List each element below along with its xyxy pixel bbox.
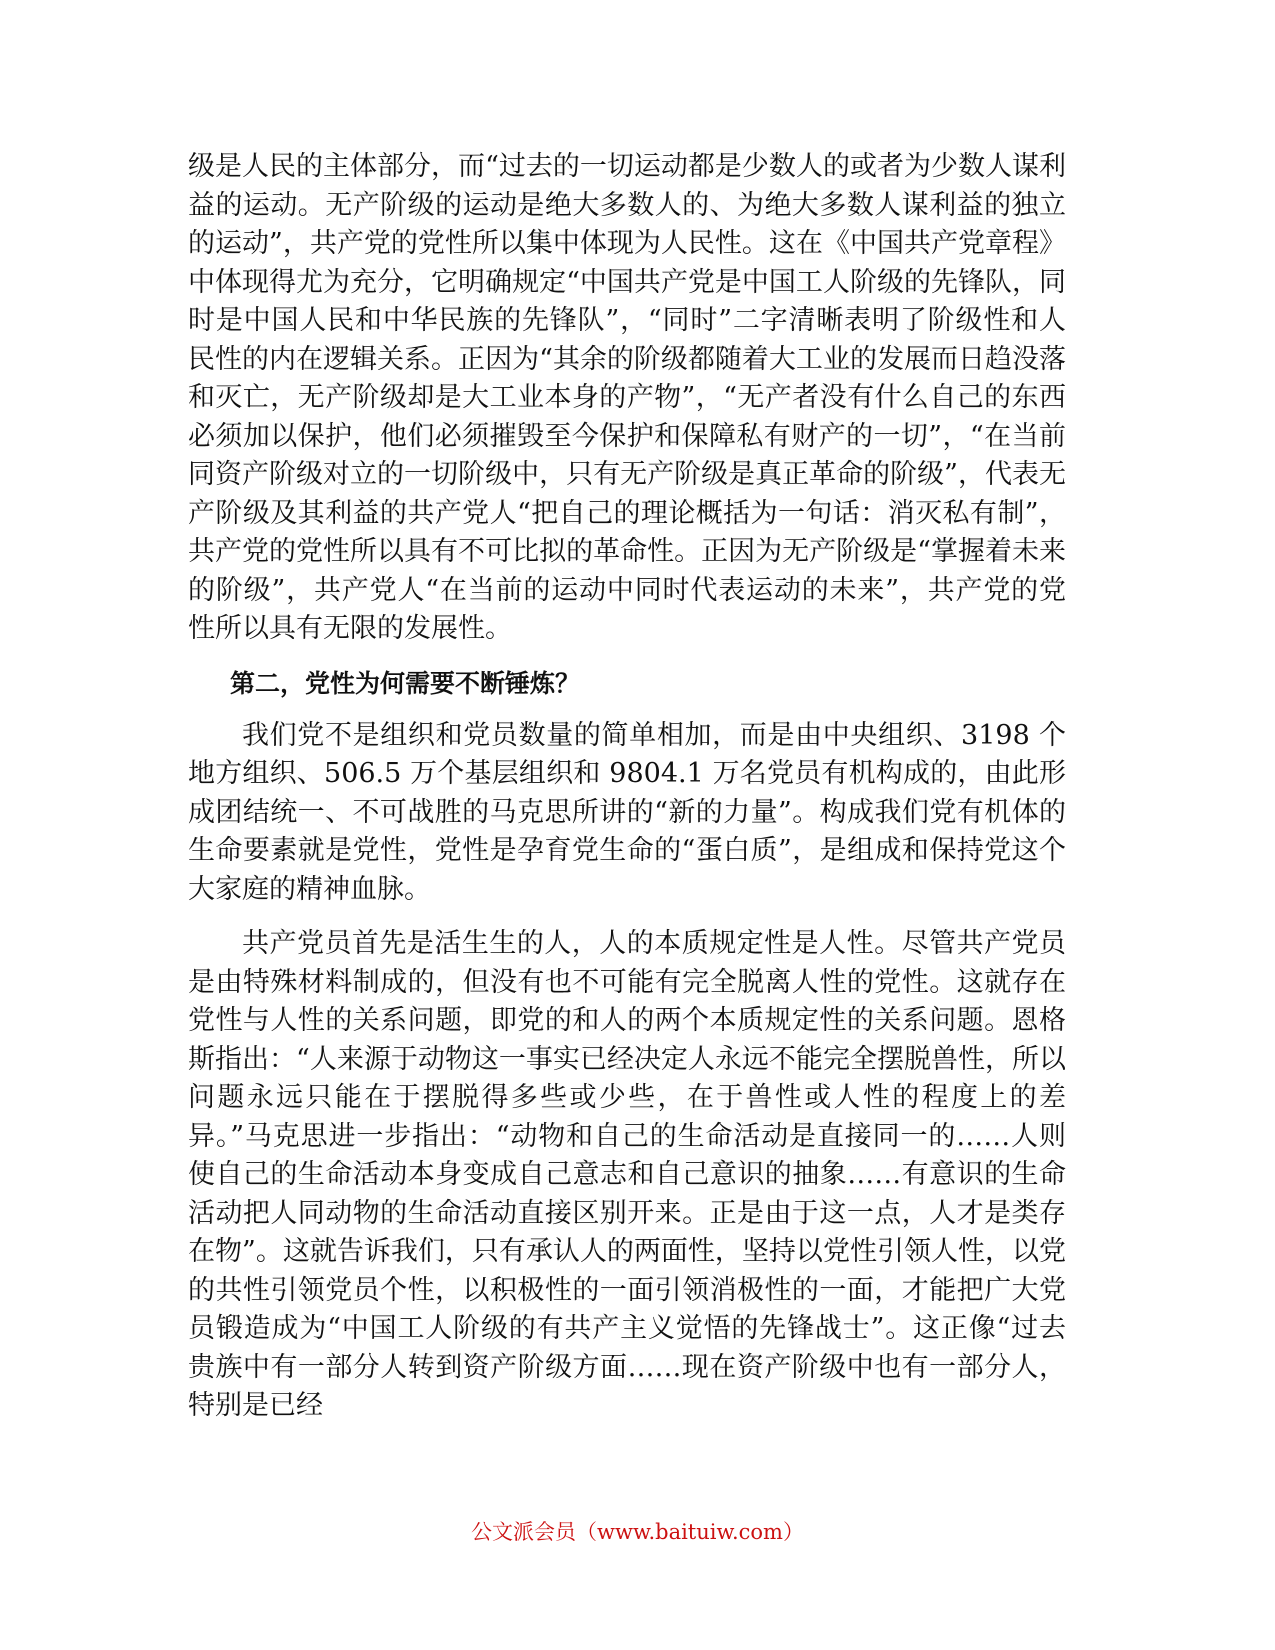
section-heading: 第二，党性为何需要不断锤炼？ [230,668,581,698]
document-body [188,148,1066,1426]
footer-watermark-link[interactable]: 公文派会员（www.baituiw.com） [471,1520,804,1544]
body-paragraph: 共产党员首先是活生生的人，人的本质规定性是人性。尽管共产党员是由特殊材料制成的，但没有也不可能有完全脱离人性的党性。这就存在党性与人性的关系问题，即党的和人的两个本质规定性的关系问题。恩格斯指出：“人来源于动物这一事实已经决定人永远不能完全摆脱兽性，所以问题永远只能在于摆脱得多些或少些，在于兽性或人性的程度上的差异。”马克思进一步指出：“动物和自己的生命活动是直接同一的……人则使自己的生命活动本身变成自己意志和自己意识的抽象……有意识的生命活动把人同动物的生命活动直接区别开来。正是由于这一点，人才是类存在物”。这就告诉我们，只有承认人的两面性，坚持以党性引领人性，以党的共性引领党员个性，以积极性的一面引领消极性的一面，才能把广大党员锻造成为“中国工人阶级的有共产主义觉悟的先锋战士”。这正像“过去贵族中有一部分人转到资产阶级方面……现在资产阶级中也有一部分人，特别是已经 [188,928,1066,1421]
body-paragraph: 级是人民的主体部分，而“过去的一切运动都是少数人的或者为少数人谋利益的运动。无产阶级的运动是绝大多数人的、为绝大多数人谋利益的独立的运动”，共产党的党性所以集中体现为人民性。这在《中国共产党章程》中体现得尤为充分，它明确规定“中国共产党是中国工人阶级的先锋队，同时是中国人民和中华民族的先锋队”，“同时”二字清晰表明了阶级性和人民性的内在逻辑关系。正因为“其余的阶级都随着大工业的发展而日趋没落和灭亡，无产阶级却是大工业本身的产物”，“无产者没有什么自己的东西必须加以保护，他们必须摧毁至今保护和保障私有财产的一切”，“在当前同资产阶级对立的一切阶级中，只有无产阶级是真正革命的阶级”，代表无产阶级及其利益的共产党人“把自己的理论概括为一句话：消灭私有制”，共产党的党性所以具有不可比拟的革命性。正因为无产阶级是“掌握着未来的阶级”，共产党人“在当前的运动中同时代表运动的未来”，共产党的党性所以具有无限的发展性。 [188,151,1066,644]
body-paragraph: 我们党不是组织和党员数量的简单相加，而是由中央组织、3198 个地方组织、506.5 万个基层组织和 9804.1 万名党员有机构成的，由此形成团结统一、不可战胜的马克思所讲的“新的力量”。构成我们党有机体的生命要素就是党性，党性是孕育党生命的“蛋白质”，是组成和保持党这个大家庭的精神血脉。 [188,719,1066,905]
